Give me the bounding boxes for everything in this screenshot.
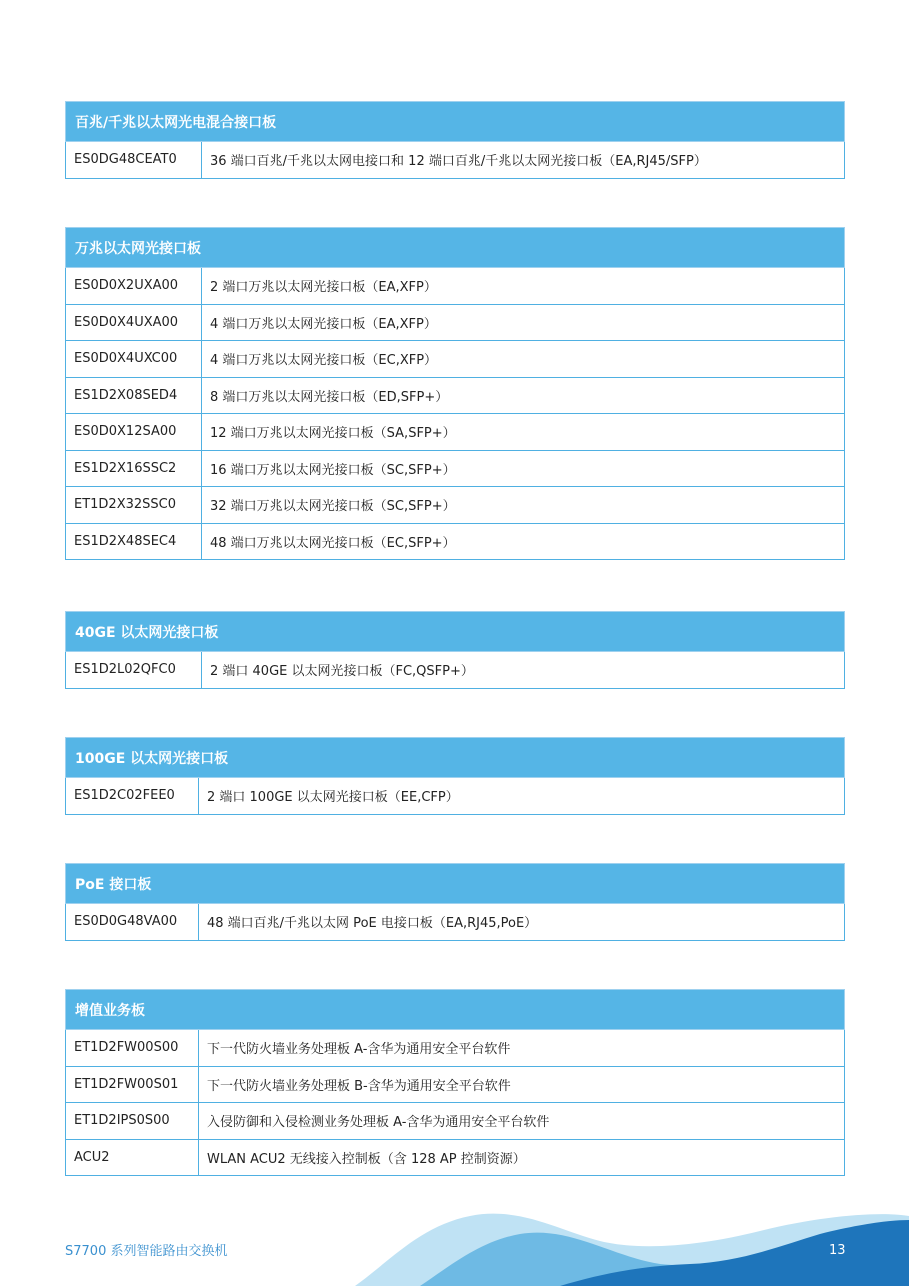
table-100ge-interface-boards [65, 737, 845, 815]
footer-document-title: S7700 系列智能路由交换机 [65, 1244, 228, 1259]
board-code: ES1D2X48SEC4 [66, 523, 202, 560]
board-description: 12 端口万兆以太网光接口板（SA,SFP+） [202, 414, 845, 451]
board-code: ES0D0X12SA00 [66, 414, 202, 451]
board-code: ES0D0X2UXA00 [66, 268, 202, 305]
section-header: 40GE 以太网光接口板 [66, 612, 845, 652]
board-code: ES1D2X08SED4 [66, 377, 202, 414]
table-row [66, 341, 845, 378]
board-description: 32 端口万兆以太网光接口板（SC,SFP+） [202, 487, 845, 524]
table-poe-interface-boards [65, 863, 845, 941]
table-row [66, 652, 845, 689]
table-row [66, 1066, 845, 1103]
board-code: ET1D2FW00S00 [66, 1030, 199, 1067]
board-code: ES0D0X4UXA00 [66, 304, 202, 341]
board-code: ACU2 [66, 1139, 199, 1176]
table-value-added-service-boards [65, 989, 845, 1176]
board-code: ES0D0X4UXC00 [66, 341, 202, 378]
table-row [66, 304, 845, 341]
board-code: ET1D2FW00S01 [66, 1066, 199, 1103]
table-10ge-interface-boards [65, 227, 845, 560]
board-description: 2 端口 100GE 以太网光接口板（EE,CFP） [199, 778, 845, 815]
board-description: 16 端口万兆以太网光接口板（SC,SFP+） [202, 450, 845, 487]
board-code: ET1D2IPS0S00 [66, 1103, 199, 1140]
table-hybrid-interface-boards [65, 101, 845, 179]
board-description: 48 端口百兆/千兆以太网 PoE 电接口板（EA,RJ45,PoE） [199, 904, 845, 941]
table-row [66, 377, 845, 414]
board-code: ES1D2C02FEE0 [66, 778, 199, 815]
board-description: 4 端口万兆以太网光接口板（EC,XFP） [202, 341, 845, 378]
table-row [66, 523, 845, 560]
page-number: 13 [829, 1243, 846, 1258]
section-header: 100GE 以太网光接口板 [66, 738, 845, 778]
board-description: 下一代防火墙业务处理板 B-含华为通用安全平台软件 [199, 1066, 845, 1103]
table-row [66, 778, 845, 815]
board-code: ES0D0G48VA00 [66, 904, 199, 941]
board-description: 48 端口万兆以太网光接口板（EC,SFP+） [202, 523, 845, 560]
section-header: 百兆/千兆以太网光电混合接口板 [66, 102, 845, 142]
board-description: 下一代防火墙业务处理板 A-含华为通用安全平台软件 [199, 1030, 845, 1067]
board-code: ES0DG48CEAT0 [66, 142, 202, 179]
table-row [66, 904, 845, 941]
board-description: 2 端口 40GE 以太网光接口板（FC,QSFP+） [202, 652, 845, 689]
table-row [66, 142, 845, 179]
section-header: 万兆以太网光接口板 [66, 228, 845, 268]
table-row [66, 1103, 845, 1140]
footer-wave-decoration [0, 1186, 909, 1286]
table-40ge-interface-boards [65, 611, 845, 689]
table-row [66, 1030, 845, 1067]
section-header: PoE 接口板 [66, 864, 845, 904]
board-description: WLAN ACU2 无线接入控制板（含 128 AP 控制资源） [199, 1139, 845, 1176]
table-row [66, 414, 845, 451]
board-code: ES1D2L02QFC0 [66, 652, 202, 689]
table-row [66, 487, 845, 524]
board-description: 8 端口万兆以太网光接口板（ED,SFP+） [202, 377, 845, 414]
table-row [66, 1139, 845, 1176]
board-description: 36 端口百兆/千兆以太网电接口和 12 端口百兆/千兆以太网光接口板（EA,RJ45/SFP） [202, 142, 845, 179]
board-description: 入侵防御和入侵检测业务处理板 A-含华为通用安全平台软件 [199, 1103, 845, 1140]
board-description: 2 端口万兆以太网光接口板（EA,XFP） [202, 268, 845, 305]
section-header: 增值业务板 [66, 990, 845, 1030]
table-row [66, 450, 845, 487]
board-code: ET1D2X32SSC0 [66, 487, 202, 524]
board-description: 4 端口万兆以太网光接口板（EA,XFP） [202, 304, 845, 341]
board-code: ES1D2X16SSC2 [66, 450, 202, 487]
table-row [66, 268, 845, 305]
